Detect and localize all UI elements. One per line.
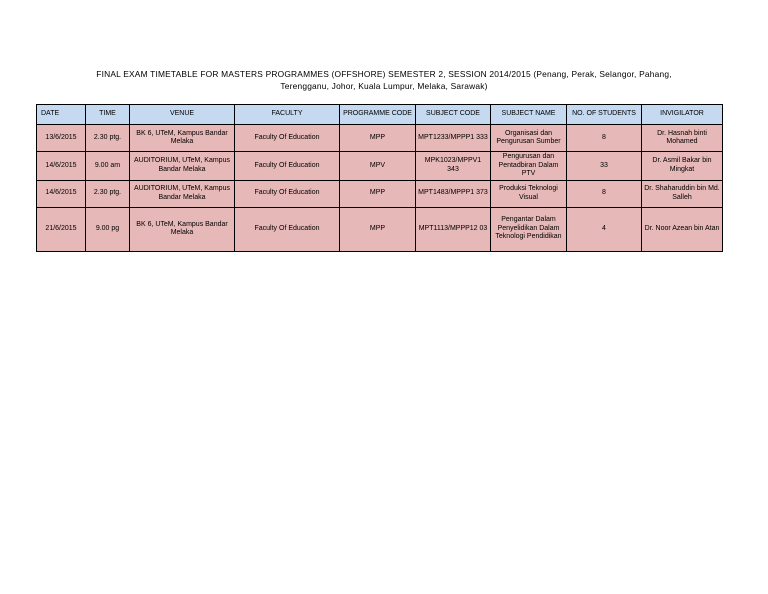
cell-students: 8 <box>567 125 642 152</box>
cell-time: 9.00 am <box>86 152 130 181</box>
cell-subject-code: MPT1233/MPPP1 333 <box>416 125 491 152</box>
cell-subject-name: Pengurusan dan Pentadbiran Dalam PTV <box>491 152 567 181</box>
page-title <box>60 68 708 92</box>
cell-time: 9.00 pg <box>86 207 130 251</box>
header-no-of-students: NO. OF STUDENTS <box>567 105 642 125</box>
header-subject-code: SUBJECT CODE <box>416 105 491 125</box>
cell-time: 2.30 ptg. <box>86 125 130 152</box>
table-row <box>37 152 723 181</box>
cell-faculty: Faculty Of Education <box>235 180 340 207</box>
cell-subject-name: Produksi Teknologi Visual <box>491 180 567 207</box>
title-line-1: FINAL EXAM TIMETABLE FOR MASTERS PROGRAMMES (OFFSHORE) SEMESTER 2, SESSION 2014/2015 (Penang, Perak, Selangor, Pahang, <box>96 69 672 79</box>
cell-programme-code: MPP <box>340 207 416 251</box>
cell-students: 8 <box>567 180 642 207</box>
title-line-2: Terengganu, Johor, Kuala Lumpur, Melaka, Sarawak) <box>280 81 488 91</box>
cell-students: 4 <box>567 207 642 251</box>
cell-invigilator: Dr. Asmil Bakar bin Mingkat <box>642 152 723 181</box>
cell-subject-code: MPT1483/MPPP1 373 <box>416 180 491 207</box>
cell-venue: BK 6, UTeM, Kampus Bandar Melaka <box>130 125 235 152</box>
cell-invigilator: Dr. Hasnah binti Mohamed <box>642 125 723 152</box>
header-time: TIME <box>86 105 130 125</box>
cell-date: 14/6/2015 <box>37 180 86 207</box>
cell-programme-code: MPP <box>340 125 416 152</box>
header-date: DATE <box>37 105 86 125</box>
cell-date: 14/6/2015 <box>37 152 86 181</box>
cell-subject-code: MPT1113/MPPP12 03 <box>416 207 491 251</box>
cell-invigilator: Dr. Noor Azean bin Atan <box>642 207 723 251</box>
cell-date: 13/6/2015 <box>37 125 86 152</box>
header-subject-name: SUBJECT NAME <box>491 105 567 125</box>
cell-faculty: Faculty Of Education <box>235 152 340 181</box>
table-row <box>37 207 723 251</box>
header-invigilator: INVIGILATOR <box>642 105 723 125</box>
table-row <box>37 125 723 152</box>
exam-timetable <box>36 104 723 252</box>
cell-subject-name: Pengantar Dalam Penyelidikan Dalam Teknologi Pendidikan <box>491 207 567 251</box>
cell-students: 33 <box>567 152 642 181</box>
cell-faculty: Faculty Of Education <box>235 207 340 251</box>
cell-subject-code: MPK1023/MPPV1 343 <box>416 152 491 181</box>
table-header-row <box>37 105 723 125</box>
cell-programme-code: MPV <box>340 152 416 181</box>
table-row <box>37 180 723 207</box>
cell-venue: AUDITORIUM, UTeM, Kampus Bandar Melaka <box>130 152 235 181</box>
cell-time: 2.30 ptg. <box>86 180 130 207</box>
cell-venue: BK 6, UTeM, Kampus Bandar Melaka <box>130 207 235 251</box>
cell-faculty: Faculty Of Education <box>235 125 340 152</box>
header-faculty: FACULTY <box>235 105 340 125</box>
cell-date: 21/6/2015 <box>37 207 86 251</box>
cell-programme-code: MPP <box>340 180 416 207</box>
cell-venue: AUDITORIUM, UTeM, Kampus Bandar Melaka <box>130 180 235 207</box>
cell-invigilator: Dr. Shaharuddin bin Md. Salleh <box>642 180 723 207</box>
cell-subject-name: Organisasi dan Pengurusan Sumber <box>491 125 567 152</box>
header-venue: VENUE <box>130 105 235 125</box>
header-programme-code: PROGRAMME CODE <box>340 105 416 125</box>
